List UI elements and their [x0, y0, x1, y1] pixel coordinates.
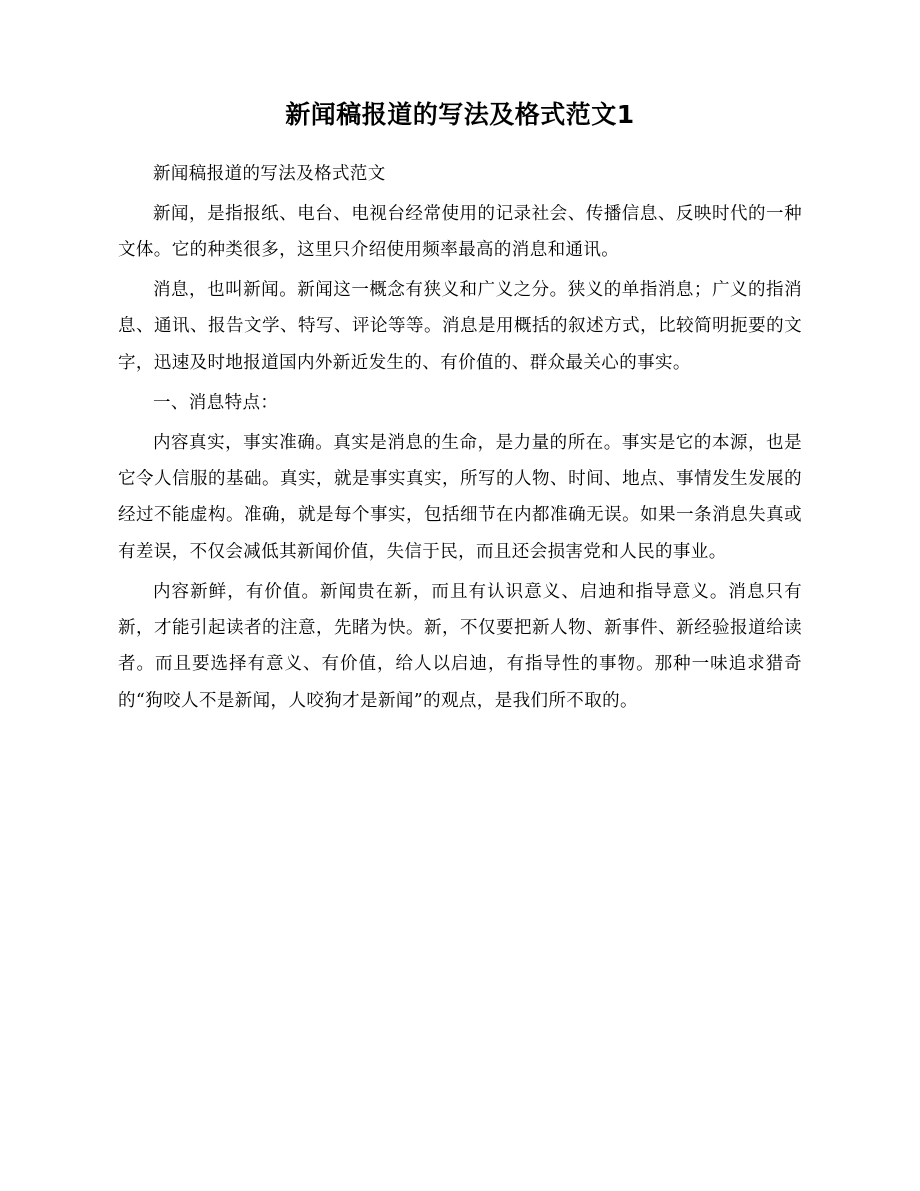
page-title: 新闻稿报道的写法及格式范文1 — [285, 100, 635, 129]
paragraph-1: 新闻稿报道的写法及格式范文 — [153, 163, 386, 184]
paragraph-4: 一、消息特点： — [153, 392, 279, 413]
paragraph-2: 新闻，是指报纸、电台、电视台经常使用的记录社会、传播信息、反映时代的一种文体。它的种类很多，这里只介绍使用频率最高的消息和通讯。 — [118, 203, 802, 260]
paragraph-5: 内容真实，事实准确。真实是消息的生命，是力量的所在。事实是它的本源，也是它令人信服的基础。真实，就是事实真实，所写的人物、时间、地点、事情发生发展的经过不能虚构。准确，就是每个事实，包括细节在内都准确无误。如果一条消息失真或有差误，不仅会减低其新闻价值，失信于民，而且还会损害党和人民的事业。 — [118, 433, 802, 562]
paragraph-6: 内容新鲜，有价值。新闻贵在新，而且有认识意义、启迪和指导意义。消息只有新，才能引起读者的注意，先睹为快。新，不仅要把新人物、新事件、新经验报道给读者。而且要选择有意义、有价值，给人以启迪，有指导性的事物。那种一味追求猎奇的“狗咬人不是新闻，人咬狗才是新闻”的观点，是我们所不取的。 — [118, 581, 802, 711]
paragraph-3: 消息，也叫新闻。新闻这一概念有狭义和广义之分。狭义的单指消息；广义的指消息、通讯、报告文学、特写、评论等等。消息是用概括的叙述方式，比较简明扼要的文字，迅速及时地报道国内外新近发生的、有价值的、群众最关心的事实。 — [118, 280, 802, 373]
